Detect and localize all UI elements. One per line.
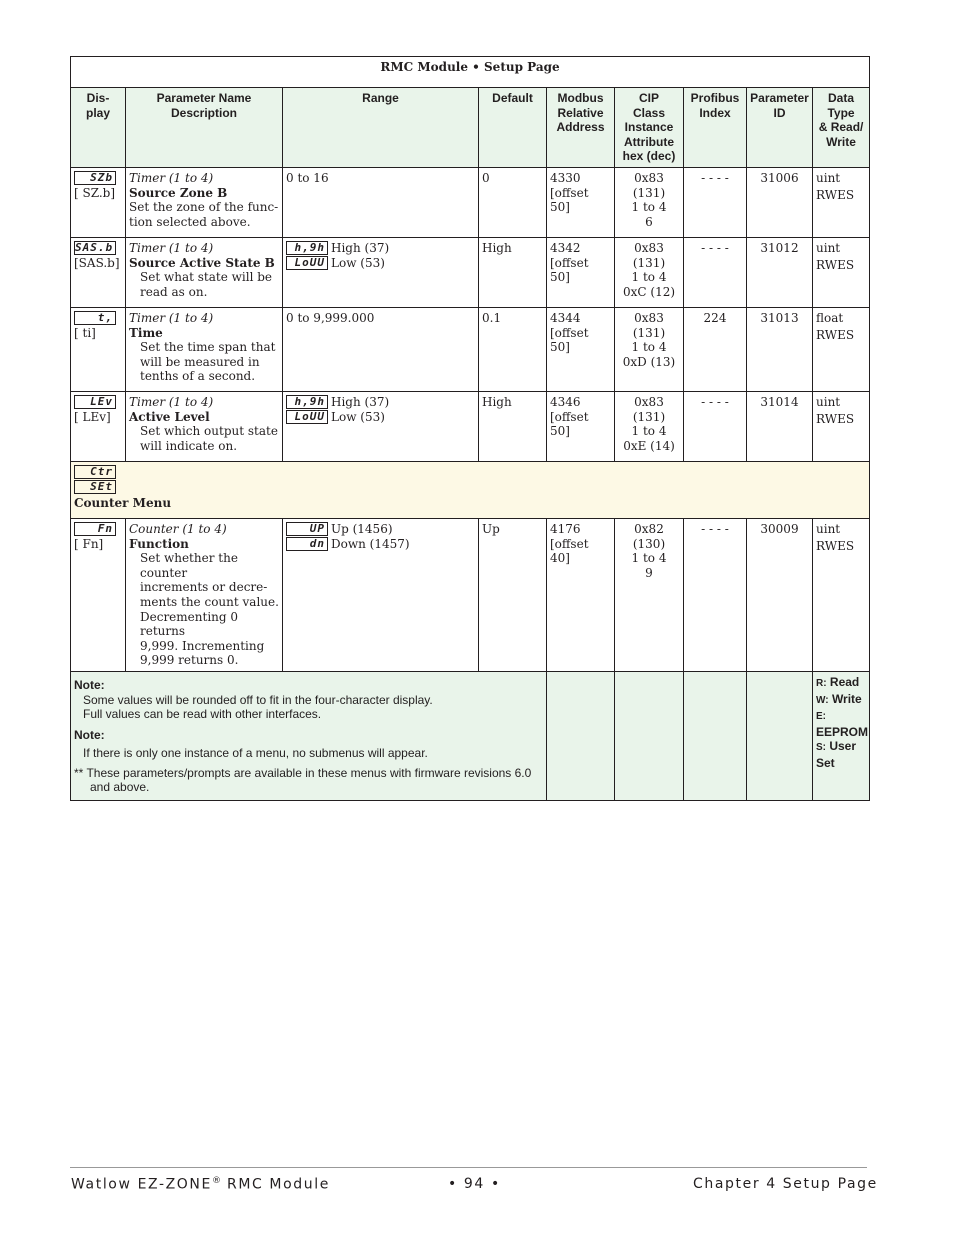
footer-chapter: Chapter 4 Setup Page [693,1176,878,1192]
header-cip-line: Instance [624,120,674,135]
display-cell [71,307,126,391]
cip-line: 1 to 4 [631,270,667,285]
cip-line: 1 to 4 [631,340,667,355]
default-cell: High [479,391,547,461]
data-type: uint [816,394,841,409]
default-cell: 0.1 [479,307,547,391]
range-text: 0 to 16 [286,170,329,185]
read-write: RWES [816,257,855,272]
description-line: tion selected above. [129,214,251,229]
parameter-id-cell: 31006 [747,167,813,237]
parameter-cell [126,237,283,307]
header-profibus-line: Index [699,105,731,120]
header-parameter-id-line: ID [773,105,786,120]
legend-item [816,675,866,692]
header-profibus-line: Profibus [690,91,740,105]
data-type-cell [813,167,870,237]
footer-product [71,1176,330,1193]
notes-empty-profibus [684,671,747,800]
prompt-code: [ ti] [74,325,96,340]
note-1-line-2: Full values can be read with other interfaces. [83,707,322,722]
description-line: Decrementing 0 returns [140,609,239,639]
parameter-name: Source Active State B [129,255,275,270]
range-text: 0 to 9,999.000 [286,310,375,325]
header-cip [615,88,684,168]
cip-cell [615,391,684,461]
header-profibus [684,88,747,168]
modbus-line: [offset 50] [550,185,589,215]
modbus-line: [offset 40] [550,536,589,566]
modbus-cell [547,307,615,391]
modbus-cell [547,237,615,307]
range-text: High (37) [331,240,390,255]
header-data-type-line: Data [828,91,855,105]
parameter-cell [126,167,283,237]
menu-label: Timer (1 to 4) [129,240,214,255]
legend-key: E: [816,711,826,723]
cip-cell [615,167,684,237]
cip-line: 1 to 4 [631,551,667,566]
note-1-line-1: Some values will be rounded off to fit in the four-character display. [83,692,433,707]
footer-divider [70,1167,867,1168]
range-text: Low (53) [331,255,385,270]
header-data-type-line: Write [826,134,856,149]
table-title: RMC Module • Setup Page [71,57,870,88]
description-line: Set whether the counter [140,551,238,580]
parameter-cell [126,518,283,671]
header-display-line: Dis- [86,91,110,105]
data-type: uint [816,521,841,536]
profibus-cell: 224 [684,307,747,391]
description-line: Set the zone of the func- [129,200,279,215]
parameter-name: Source Zone B [129,185,228,200]
range-option [286,171,475,186]
parameter-cell [126,391,283,461]
setup-parameter-table [70,56,870,801]
header-default [479,88,547,168]
range-text: High (37) [331,394,390,409]
profibus-cell: - - - - [684,167,747,237]
note-3-firmware: ** These parameters/prompts are available in these menus with firmware revisions 6.0 and above. [74,765,532,795]
range-option [286,311,475,326]
description-line: Set the time span that [140,340,276,355]
header-parameter-name [126,88,283,168]
cip-cell [615,237,684,307]
display-cell [71,237,126,307]
data-type: float [816,310,844,325]
legend-text: EEPROM [816,724,869,739]
cip-cell [615,307,684,391]
profibus-cell: - - - - [684,391,747,461]
footer-product-suffix: RMC Module [220,1176,330,1193]
parameter-name: Function [129,536,189,551]
counter-rows [71,518,870,671]
range-cell [283,167,479,237]
table-row [71,391,870,461]
header-modbus-line: Address [556,120,605,135]
modbus-line: [offset 50] [550,409,589,439]
header-range-line: Range [362,91,399,105]
range-lcd: LoUU [286,256,328,270]
header-row [71,88,870,168]
data-type-cell [813,237,870,307]
lcd-prompt: t, [74,311,116,325]
modbus-line: 4346 [550,394,581,409]
header-cip-line: hex (dec) [622,149,676,164]
description-line: read as on. [140,284,208,299]
range-option [286,395,475,410]
range-cell [283,518,479,671]
lcd-prompt: Fn [74,522,116,536]
data-type-cell [813,307,870,391]
parameter-id-cell: 31013 [747,307,813,391]
profibus-cell: - - - - [684,237,747,307]
range-lcd: dn [286,537,328,551]
cip-line: 0x83 (131) [632,394,666,424]
display-cell [71,167,126,237]
cip-line: 0xD (13) [622,354,676,369]
profibus-cell: - - - - [684,518,747,671]
range-option [286,256,475,271]
parameter-name: Time [129,325,163,340]
menu-label: Timer (1 to 4) [129,310,214,325]
data-type: uint [816,240,841,255]
range-option [286,522,475,537]
description-line: Set what state will be [140,270,273,285]
cip-line: 0x83 (131) [632,240,666,270]
range-lcd: UP [286,522,328,536]
range-option [286,241,475,256]
modbus-line: 4176 [550,521,581,536]
header-data-type-line: Type [827,105,855,120]
lcd-ctr: Ctr [74,465,116,479]
table-row [71,167,870,237]
modbus-cell [547,167,615,237]
description-line: increments or decre- [140,580,268,595]
modbus-cell [547,391,615,461]
lcd-set: SEt [74,480,116,494]
modbus-line: [offset 50] [550,255,589,285]
legend-item [816,692,866,709]
parameter-id-cell: 31012 [747,237,813,307]
prompt-code: [ SZ.b] [74,185,116,200]
prompt-code: [ LEv] [74,409,111,424]
modbus-line: 4342 [550,240,581,255]
modbus-line: 4330 [550,170,581,185]
data-type: uint [816,170,841,185]
counter-menu-label: Counter Menu [74,495,172,510]
default-cell: 0 [479,167,547,237]
table-row [71,518,870,671]
cip-cell [615,518,684,671]
header-modbus [547,88,615,168]
header-parameter-name-line: Parameter Name [156,91,252,105]
description-line: tenths of a second. [140,369,256,384]
header-parameter-id [747,88,813,168]
footer-page-number: • 94 • [448,1176,501,1192]
legend-item [816,739,866,770]
read-write: RWES [816,327,855,342]
range-text: Low (53) [331,409,385,424]
notes-row [71,671,870,800]
header-default-line: Default [492,91,533,105]
description-line: 9,999. Incrementing [140,638,265,653]
note-2-title: Note: [74,727,105,742]
counter-menu-row [71,461,870,518]
counter-menu-cell [71,461,870,518]
notes-cell [71,671,547,800]
range-lcd: h,9h [286,395,328,409]
range-text: Down (1457) [331,536,410,551]
read-write: RWES [816,411,855,426]
lcd-prompt: LEv [74,395,116,409]
header-modbus-line: Modbus [557,91,604,105]
range-option [286,410,475,425]
modbus-line: [offset 50] [550,325,589,355]
range-cell [283,237,479,307]
legend-key: S: [816,742,826,754]
header-range [283,88,479,168]
legend-text: Write [831,691,862,706]
description-line: 9,999 returns 0. [140,653,239,668]
default-cell: Up [479,518,547,671]
display-cell [71,518,126,671]
table-row [71,237,870,307]
cip-line: 1 to 4 [631,424,667,439]
header-display-line: play [85,105,110,120]
read-write: RWES [816,187,855,202]
legend-text: User Set [816,739,857,770]
range-lcd: LoUU [286,410,328,424]
note-2-line: If there is only one instance of a menu, no submenus will appear. [83,746,428,761]
table-row [71,307,870,391]
header-cip-line: CIP [638,91,659,105]
range-text: Up (1456) [331,521,393,536]
notes-empty-cip [615,671,684,800]
cip-line: 1 to 4 [631,200,667,215]
parameter-id-cell: 30009 [747,518,813,671]
modbus-cell [547,518,615,671]
legend-key: W: [816,694,829,706]
lcd-prompt: SAS.b [74,241,116,255]
range-cell [283,307,479,391]
parameter-name: Active Level [129,409,210,424]
description-line: Set which output state [140,424,278,439]
data-type-cell [813,391,870,461]
header-modbus-line: Relative [557,105,604,120]
cip-line: 0xC (12) [622,284,676,299]
footer-product-name: Watlow EZ-ZONE [71,1176,212,1193]
range-option [286,537,475,552]
legend-text: Read [829,674,860,689]
display-cell [71,391,126,461]
header-parameter-name-line: Description [170,105,237,120]
menu-label: Counter (1 to 4) [129,521,227,536]
header-parameter-id-line: Parameter [750,91,809,105]
legend-key: R: [816,677,827,689]
legend-item [816,708,869,739]
header-data-type-line: & Read/ [818,120,864,135]
read-write: RWES [816,538,855,553]
cip-line: 0x83 (131) [632,170,666,200]
description-line: ments the count value. [140,594,279,609]
prompt-code: [ Fn] [74,536,104,551]
range-cell [283,391,479,461]
cip-line: 0xE (14) [623,438,675,453]
header-data-type [813,88,870,168]
menu-label: Timer (1 to 4) [129,170,214,185]
cip-line: 6 [645,214,653,229]
notes-empty-modbus [547,671,615,800]
note-1-title: Note: [74,677,105,692]
prompt-code: [SAS.b] [74,255,120,270]
default-cell: High [479,237,547,307]
menu-label: Timer (1 to 4) [129,394,214,409]
data-type-cell [813,518,870,671]
timer-rows [71,167,870,461]
rw-legend [813,671,870,800]
notes-empty-param [747,671,813,800]
header-display [71,88,126,168]
parameter-cell [126,307,283,391]
header-cip-line: Class [632,105,666,120]
cip-line: 9 [645,565,653,580]
description-line: will indicate on. [140,438,238,453]
cip-line: 0x82 (130) [632,521,666,551]
range-lcd: h,9h [286,241,328,255]
modbus-line: 4344 [550,310,581,325]
header-cip-line: Attribute [624,134,674,149]
description-line: will be measured in [140,354,260,369]
lcd-prompt: SZb [74,171,116,185]
cip-line: 0x83 (131) [632,310,666,340]
registered-mark: ® [211,1176,221,1186]
parameter-id-cell: 31014 [747,391,813,461]
